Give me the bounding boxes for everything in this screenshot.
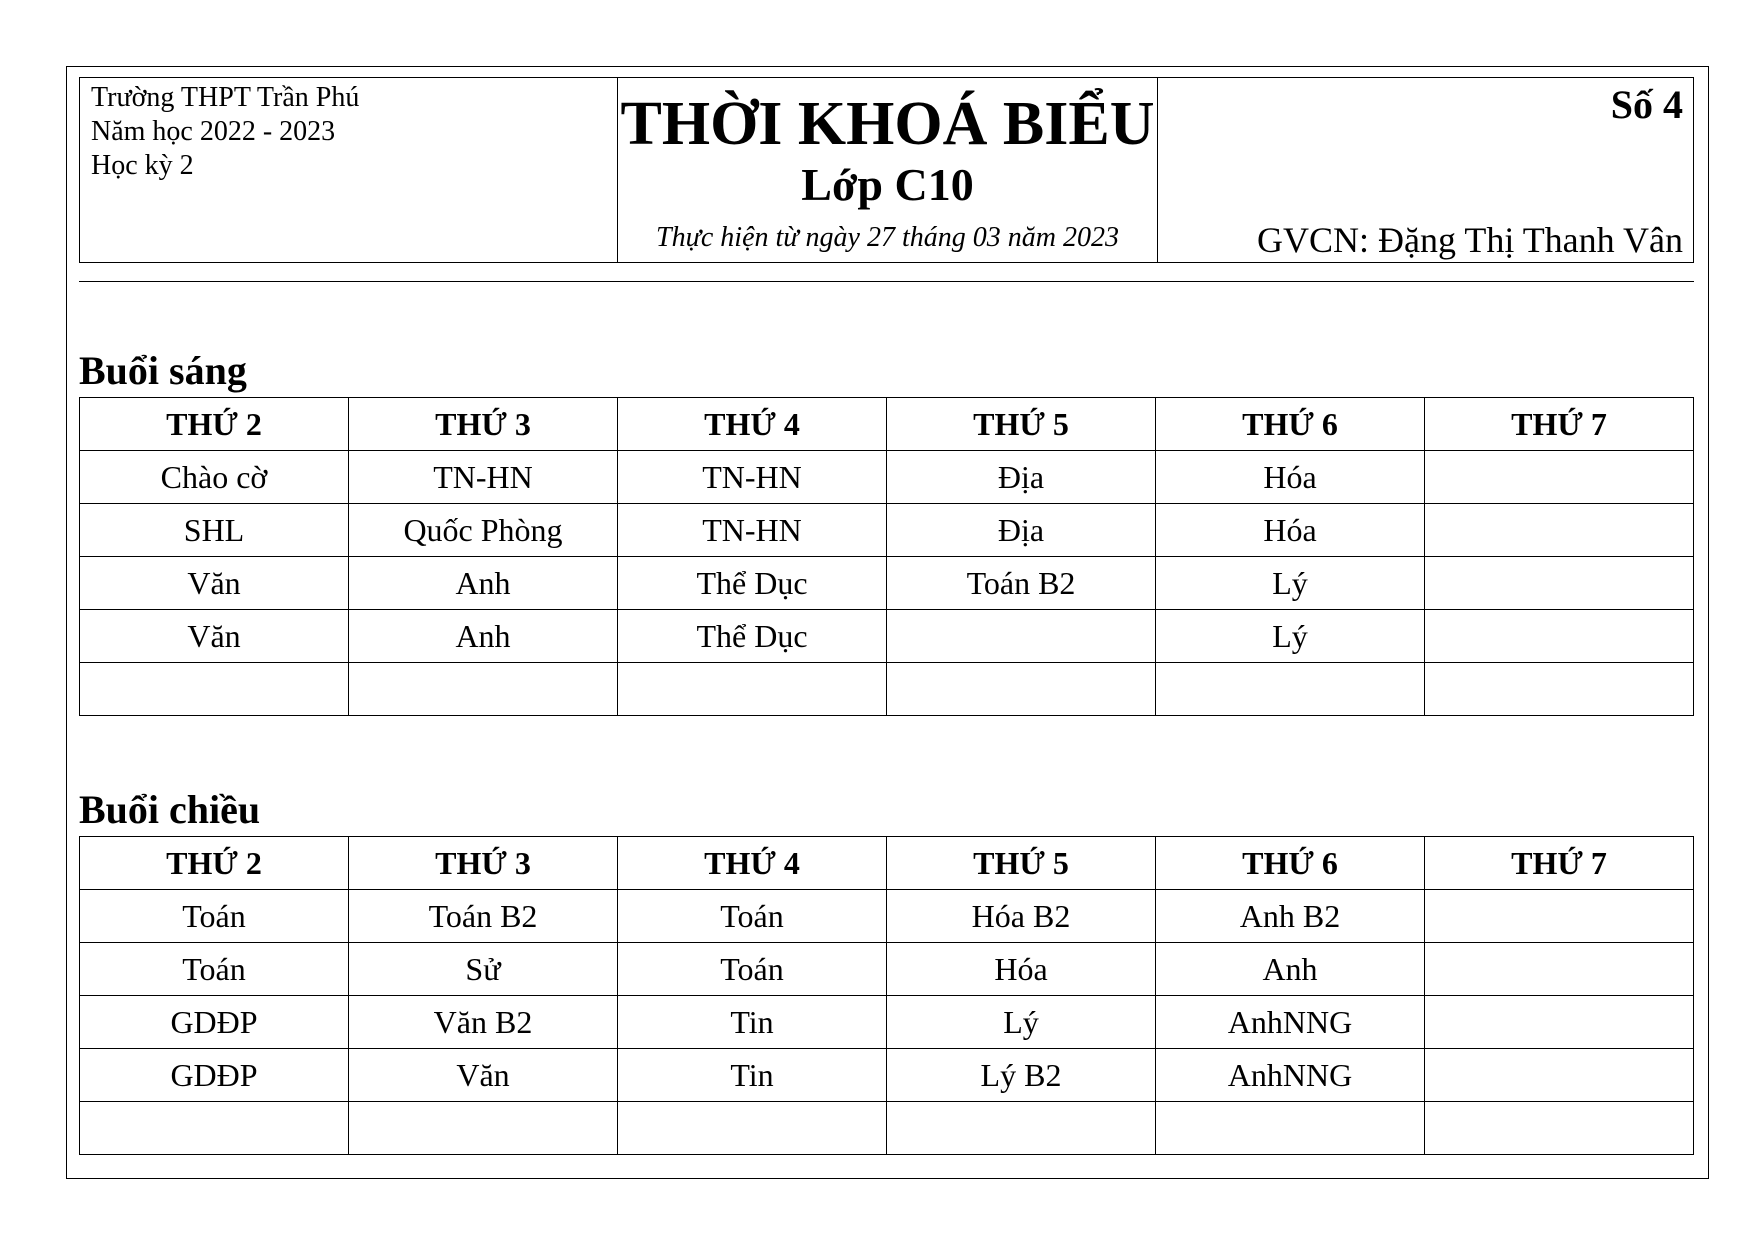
morning-table bbox=[79, 397, 1694, 716]
period-row bbox=[80, 504, 1694, 557]
subject-cell bbox=[887, 663, 1156, 716]
subject-cell: Toán B2 bbox=[349, 890, 618, 943]
subject-cell bbox=[1156, 663, 1425, 716]
subject-cell bbox=[1425, 890, 1694, 943]
homeroom-teacher: GVCN: Đặng Thị Thanh Vân bbox=[1257, 220, 1683, 260]
subject-cell: Hóa bbox=[1156, 451, 1425, 504]
subject-cell: TN-HN bbox=[349, 451, 618, 504]
period-row bbox=[80, 996, 1694, 1049]
subject-cell bbox=[618, 1102, 887, 1155]
subject-cell: Lý bbox=[1156, 557, 1425, 610]
subject-cell: Thể Dục bbox=[618, 610, 887, 663]
subject-cell: Địa bbox=[887, 504, 1156, 557]
period-row bbox=[80, 943, 1694, 996]
subject-cell: Toán bbox=[80, 890, 349, 943]
day-header-row bbox=[80, 837, 1694, 890]
day-header: THỨ 4 bbox=[618, 837, 887, 890]
day-header: THỨ 6 bbox=[1156, 837, 1425, 890]
subject-cell: Hóa bbox=[887, 943, 1156, 996]
day-header-row bbox=[80, 398, 1694, 451]
class-name: Lớp C10 bbox=[801, 159, 974, 210]
subject-cell: Toán bbox=[80, 943, 349, 996]
day-header: THỨ 4 bbox=[618, 398, 887, 451]
subject-cell: SHL bbox=[80, 504, 349, 557]
subject-cell bbox=[1156, 1102, 1425, 1155]
subject-cell bbox=[1425, 996, 1694, 1049]
subject-cell: Quốc Phòng bbox=[349, 504, 618, 557]
subject-cell: GDĐP bbox=[80, 996, 349, 1049]
subject-cell: Hóa bbox=[1156, 504, 1425, 557]
subject-cell bbox=[1425, 504, 1694, 557]
subject-cell bbox=[1425, 943, 1694, 996]
subject-cell: Lý bbox=[1156, 610, 1425, 663]
effective-date: Thực hiện từ ngày 27 tháng 03 năm 2023 bbox=[656, 222, 1119, 253]
school-info bbox=[80, 78, 618, 262]
subject-cell bbox=[618, 663, 887, 716]
morning-title: Buổi sáng bbox=[79, 348, 247, 393]
subject-cell: AnhNNG bbox=[1156, 996, 1425, 1049]
subject-cell: Anh bbox=[349, 610, 618, 663]
subject-cell bbox=[887, 610, 1156, 663]
day-header: THỨ 7 bbox=[1425, 837, 1694, 890]
day-header: THỨ 7 bbox=[1425, 398, 1694, 451]
subject-cell bbox=[80, 663, 349, 716]
afternoon-table bbox=[79, 836, 1694, 1155]
subject-cell: Anh bbox=[1156, 943, 1425, 996]
document-number: Số 4 bbox=[1610, 82, 1683, 127]
subject-cell: Tin bbox=[618, 996, 887, 1049]
subject-cell: Văn B2 bbox=[349, 996, 618, 1049]
subject-cell: Anh bbox=[349, 557, 618, 610]
subject-cell: Chào cờ bbox=[80, 451, 349, 504]
period-row bbox=[80, 610, 1694, 663]
subject-cell: Hóa B2 bbox=[887, 890, 1156, 943]
day-header: THỨ 6 bbox=[1156, 398, 1425, 451]
subject-cell: TN-HN bbox=[618, 504, 887, 557]
subject-cell: Địa bbox=[887, 451, 1156, 504]
day-header: THỨ 3 bbox=[349, 837, 618, 890]
subject-cell: Văn bbox=[80, 610, 349, 663]
subject-cell: Toán bbox=[618, 890, 887, 943]
subject-cell: Anh B2 bbox=[1156, 890, 1425, 943]
subject-cell: TN-HN bbox=[618, 451, 887, 504]
subject-cell: Toán B2 bbox=[887, 557, 1156, 610]
subject-cell: Văn bbox=[80, 557, 349, 610]
day-header: THỨ 2 bbox=[80, 837, 349, 890]
subject-cell: GDĐP bbox=[80, 1049, 349, 1102]
period-row bbox=[80, 451, 1694, 504]
day-header: THỨ 2 bbox=[80, 398, 349, 451]
subject-cell: Tin bbox=[618, 1049, 887, 1102]
day-header: THỨ 5 bbox=[887, 837, 1156, 890]
header-box bbox=[79, 77, 1694, 263]
subject-cell: Thể Dục bbox=[618, 557, 887, 610]
subject-cell: Sử bbox=[349, 943, 618, 996]
header-divider bbox=[79, 281, 1694, 282]
period-row bbox=[80, 557, 1694, 610]
subject-cell: AnhNNG bbox=[1156, 1049, 1425, 1102]
school-year: Năm học 2022 - 2023 bbox=[91, 116, 336, 147]
document-info bbox=[1158, 78, 1693, 262]
subject-cell bbox=[1425, 663, 1694, 716]
subject-cell bbox=[1425, 1049, 1694, 1102]
semester: Học kỳ 2 bbox=[91, 150, 194, 181]
subject-cell: Toán bbox=[618, 943, 887, 996]
subject-cell: Văn bbox=[349, 1049, 618, 1102]
period-row bbox=[80, 890, 1694, 943]
period-row bbox=[80, 663, 1694, 716]
subject-cell: Lý bbox=[887, 996, 1156, 1049]
page-title: THỜI KHOÁ BIỂU bbox=[620, 90, 1155, 158]
period-row bbox=[80, 1049, 1694, 1102]
subject-cell bbox=[349, 663, 618, 716]
subject-cell bbox=[887, 1102, 1156, 1155]
subject-cell bbox=[1425, 1102, 1694, 1155]
subject-cell bbox=[1425, 451, 1694, 504]
afternoon-title: Buổi chiều bbox=[79, 787, 261, 832]
subject-cell bbox=[80, 1102, 349, 1155]
day-header: THỨ 5 bbox=[887, 398, 1156, 451]
title-block bbox=[618, 78, 1158, 262]
school-name: Trường THPT Trần Phú bbox=[91, 82, 360, 113]
period-row bbox=[80, 1102, 1694, 1155]
subject-cell bbox=[1425, 557, 1694, 610]
subject-cell: Lý B2 bbox=[887, 1049, 1156, 1102]
subject-cell bbox=[349, 1102, 618, 1155]
day-header: THỨ 3 bbox=[349, 398, 618, 451]
subject-cell bbox=[1425, 610, 1694, 663]
